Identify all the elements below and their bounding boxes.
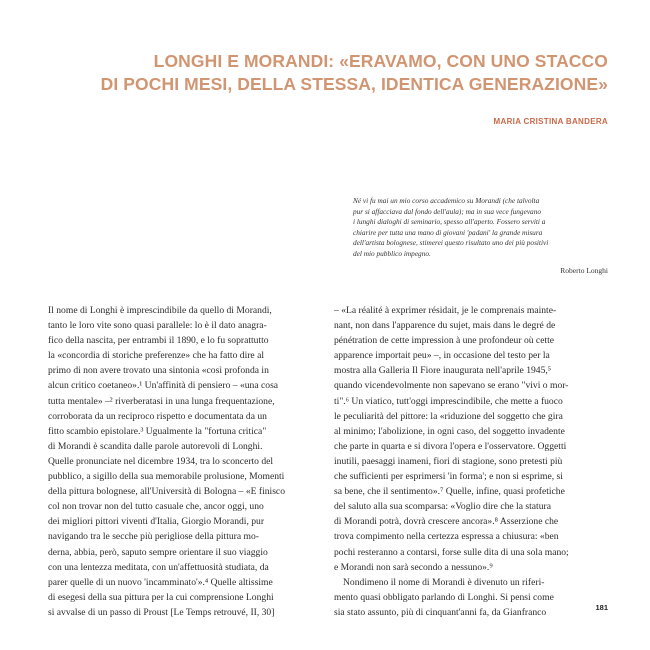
body-column-left	[48, 303, 318, 620]
epigraph-signature: Roberto Longhi	[560, 266, 608, 275]
epigraph-line: del mio pubblico impegno.	[353, 248, 431, 258]
body-line: tanto le loro vite sono quasi parallele: lo è il dato anagra-	[48, 320, 267, 332]
body-line: derna, abbia, però, saputo sempre orientare il suo viaggio	[48, 546, 268, 558]
epigraph-line: Né vi fu mai un mio corso accademico su Morandi (che talvolta	[353, 196, 540, 205]
body-line: Nondimeno il nome di Morandi è divenuto un riferi-	[343, 576, 545, 588]
body-line: mento quasi obbligato parlando di Longhi. Si pensi come	[334, 591, 554, 603]
title-line-1: LONGHI E MORANDI: «ERAVAMO, CON UNO STACCO	[153, 51, 608, 71]
body-line: che parte in quarta e si divora l'opera e l'osservatore. Oggetti	[334, 440, 567, 452]
body-line: e Morandi non sarà secondo a nessuno».⁹	[334, 561, 493, 573]
body-line: al minimo; l'abolizione, in ogni caso, del soggetto invadente	[334, 425, 565, 437]
body-line: nant, non dans l'apparence du sujet, mais dans le degré de	[334, 320, 556, 332]
body-line: ti".⁶ Un viatico, tutt'oggi imprescindibile, che mette a fuoco	[334, 395, 563, 407]
body-line: pénétration de cette impression à une profondeur où cette	[334, 335, 555, 347]
body-line: del saluto alla sua scomparsa: «Voglio dire che la statura	[334, 501, 551, 513]
article-title	[80, 50, 608, 96]
body-line: le peculiarità del pittore: la «riduzione del soggetto che gira	[334, 410, 563, 422]
body-line: navigando tra le secche più perigliose della pittura mo-	[48, 531, 259, 543]
body-line: sa bene, che il sentimento».⁷ Quelle, infine, quasi profetiche	[334, 486, 565, 498]
body-line: corroborata da un reciproco rispetto e documentata da un	[48, 410, 267, 422]
body-line: che sufficienti per esprimersi 'in forma'; e non si esprime, si	[334, 471, 563, 483]
body-line: tutta mentale» –² riverberatasi in una lunga frequentazione,	[48, 395, 275, 407]
epigraph-line: pur si affacciava dal fondo dell'aula); ma in sua vece fungevano	[353, 206, 541, 216]
body-line: della pittura bolognese, all'Università di Bologna – «E finisco	[48, 486, 285, 498]
body-line: la «concordia di storiche preferenze» che ha fatto dire al	[48, 350, 265, 362]
body-line: di esegesi della sua pittura per la cui comprensione Longhi	[48, 591, 274, 603]
body-line: primo di non avere trovato una sintonia «così profonda in	[48, 365, 269, 377]
epigraph-line: i lunghi dialoghi di seminario, spesso all'aperto. Fossero serviti a	[353, 217, 546, 227]
body-line: mostra alla Galleria Il Fiore inaugurata nell'aprile 1945,⁵	[334, 365, 552, 377]
body-line: parer quelle di un nuovo 'incamminato'».⁴ Quelle altissime	[48, 576, 273, 588]
epigraph	[353, 196, 609, 260]
epigraph-line: dell'artista bolognese, stimerei questo risultato uno dei più positivi	[353, 238, 549, 248]
body-line: dei migliori pittori viventi d'Italia, Giorgio Morandi, pur	[48, 516, 265, 528]
body-line: alcun critico coetaneo».¹ Un'affinità di pensiero – «una cosa	[48, 380, 279, 392]
body-line: Il nome di Longhi è imprescindibile da quello di Morandi,	[48, 305, 272, 316]
body-line: pochi resteranno a contarsi, forse sulle dita di una sola mano;	[334, 546, 569, 558]
body-line: si avvalse di un passo di Proust [Le Temps retrouvé, II, 30]	[48, 606, 275, 618]
title-line-2: DI POCHI MESI, DELLA STESSA, IDENTICA GENERAZIONE»	[100, 74, 608, 94]
body-column-right	[334, 303, 604, 620]
body-line: inutili, paesaggi inameni, fiori di stagione, sono pretesti più	[334, 455, 563, 467]
body-line: fico della nascita, per entrambi il 1890, e lo fu soprattutto	[48, 335, 269, 347]
page-number: 181	[595, 603, 608, 612]
body-line: di Morandi potrà, dovrà crescere ancora».⁸ Asserzione che	[334, 516, 559, 528]
body-line: trova compimento nella certezza espressa a chiusura: «ben	[334, 531, 559, 543]
body-line: apparence importait peu» –, in occasione del testo per la	[334, 350, 550, 362]
body-line: col non trovar non del tutto casuale che, ancor oggi, uno	[48, 501, 264, 513]
body-line: quando vicendevolmente non sapevano se erano "vivi o mor-	[334, 380, 569, 392]
body-line: sia stato assunto, più di cinquant'anni fa, da Gianfranco	[334, 606, 547, 618]
body-line: con una lentezza meditata, con un'affettuosità studiata, da	[48, 561, 269, 573]
body-line: pubblico, a sigillo della sua memorabile prolusione, Momenti	[48, 471, 285, 483]
author-name: MARIA CRISTINA BANDERA	[493, 117, 608, 126]
body-line: – «La réalité à exprimer résidait, je le comprenais mainte-	[334, 305, 557, 316]
body-line: fitto scambio epistolare.³ Ugualmente la "fortuna critica"	[48, 425, 267, 437]
body-line: Quelle pronunciate nel dicembre 1934, tra lo sconcerto del	[48, 455, 274, 467]
epigraph-line: chiarire per tutta una mano di giovani 'padani' la grande misura	[353, 227, 543, 237]
body-line: di Morandi è scandita dalle parole autorevoli di Longhi.	[48, 440, 263, 452]
